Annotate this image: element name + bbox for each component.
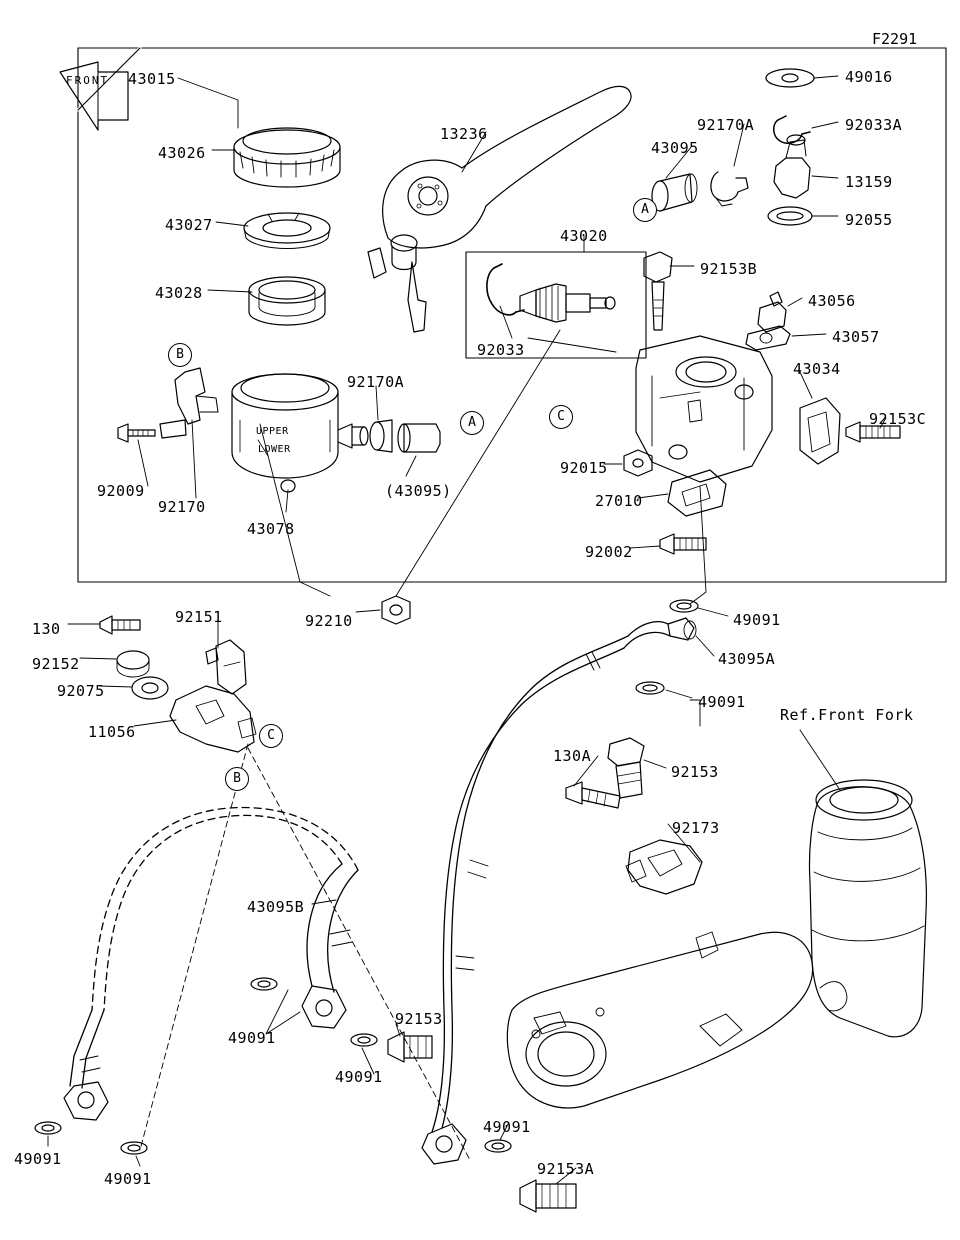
- callout-92075: 92075: [57, 682, 105, 700]
- front-direction-text: FRONT: [66, 74, 110, 87]
- reservoir-upper-mark: UPPER: [256, 426, 289, 437]
- callout-27010: 27010: [595, 492, 643, 510]
- balloon-b-upper: B: [168, 343, 192, 367]
- balloon-a-mid: A: [460, 411, 484, 435]
- callout-43095a: 43095A: [718, 650, 776, 668]
- callout-92015: 92015: [560, 459, 608, 477]
- callout-92009: 92009: [97, 482, 145, 500]
- callout-92033: 92033: [477, 341, 525, 359]
- front-direction-marker: [66, 74, 109, 87]
- callout-49091: 49091: [335, 1068, 383, 1086]
- callout-92151: 92151: [175, 608, 223, 626]
- callout-43095: (43095): [385, 482, 452, 500]
- callout-49091: 49091: [14, 1150, 62, 1168]
- reservoir-lower-mark: LOWER: [258, 444, 291, 455]
- callout-130: 130: [32, 620, 61, 638]
- callout-43078: 43078: [247, 520, 295, 538]
- callout-43095b: 43095B: [247, 898, 305, 916]
- balloon-c-mid: C: [549, 405, 573, 429]
- callout-49091: 49091: [228, 1029, 276, 1047]
- callout-43056: 43056: [808, 292, 856, 310]
- callout-43095: 43095: [651, 139, 699, 157]
- callout-49016: 49016: [845, 68, 893, 86]
- callout-92173: 92173: [672, 819, 720, 837]
- callout-49091: 49091: [483, 1118, 531, 1136]
- callout-92170: 92170: [158, 498, 206, 516]
- callout-92170a: 92170A: [347, 373, 405, 391]
- callout-92152: 92152: [32, 655, 80, 673]
- callout-130a: 130A: [553, 747, 592, 765]
- balloon-c-lower: C: [259, 724, 283, 748]
- balloon-a-top: A: [633, 198, 657, 222]
- callout-43034: 43034: [793, 360, 841, 378]
- callout-43057: 43057: [832, 328, 880, 346]
- callout-49091: 49091: [698, 693, 746, 711]
- callout-92153: 92153: [671, 763, 719, 781]
- callout-49091: 49091: [733, 611, 781, 629]
- callout-92153c: 92153C: [869, 410, 927, 428]
- callout-92153b: 92153B: [700, 260, 758, 278]
- callout-92033a: 92033A: [845, 116, 903, 134]
- callout-49091: 49091: [104, 1170, 152, 1188]
- callout-92055: 92055: [845, 211, 893, 229]
- callout-43028: 43028: [155, 284, 203, 302]
- callout-43027: 43027: [165, 216, 213, 234]
- callout-92153: 92153: [395, 1010, 443, 1028]
- callout-92170a: 92170A: [697, 116, 755, 134]
- callout-43020: 43020: [560, 227, 608, 245]
- callout-43026: 43026: [158, 144, 206, 162]
- balloon-b-lower: B: [225, 767, 249, 791]
- callout-11056: 11056: [88, 723, 136, 741]
- callout-43015: 43015: [128, 70, 176, 88]
- callout-92002: 92002: [585, 543, 633, 561]
- callout-13159: 13159: [845, 173, 893, 191]
- callout-92210: 92210: [305, 612, 353, 630]
- callout-92153a: 92153A: [537, 1160, 595, 1178]
- drawing-number: F2291: [872, 30, 918, 48]
- callout-13236: 13236: [440, 125, 488, 143]
- ref-front-fork-note: Ref.Front Fork: [780, 706, 914, 724]
